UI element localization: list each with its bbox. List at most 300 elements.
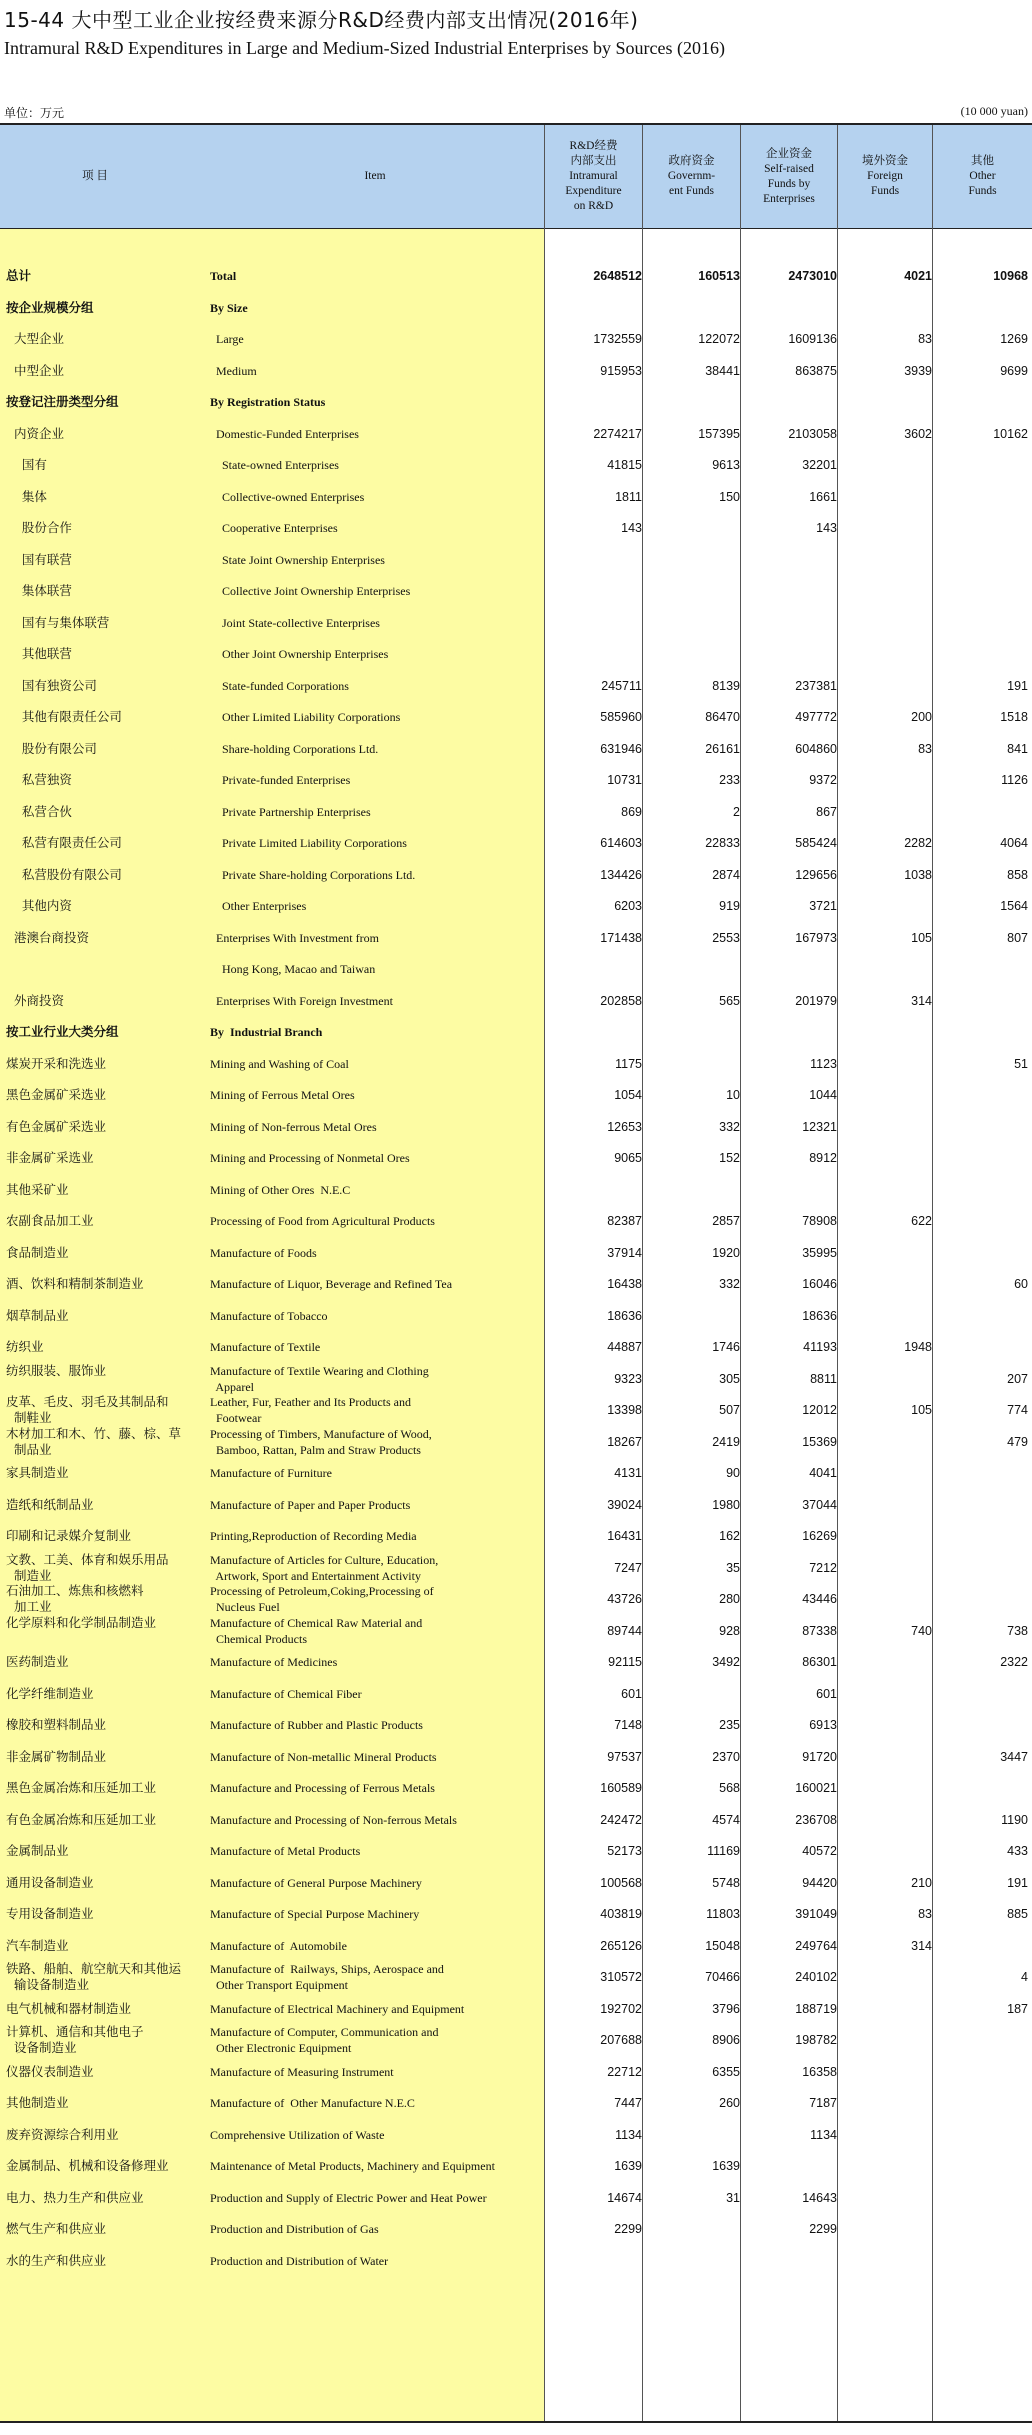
value-cell: 129656 (795, 867, 837, 882)
value-cell: 2419 (712, 1434, 740, 1449)
table-row (0, 363, 1032, 395)
row-label-cn: 专用设备制造业 (6, 1906, 94, 1921)
value-cell: 867 (816, 804, 837, 819)
value-cell: 44887 (607, 1340, 642, 1354)
value-cell: 4021 (904, 269, 932, 283)
row-label-en: Share-holding Corporations Ltd. (210, 741, 379, 756)
value-cell: 16046 (802, 1277, 837, 1291)
row-label-en: Manufacture of Railways, Ships, Aerospace and Other Transport Equipment (210, 1962, 444, 1992)
row-label-en: Processing of Timbers, Manufacture of Wood, Bamboo, Rattan, Palm and Straw Products (210, 1426, 432, 1457)
table-row (0, 2064, 1032, 2096)
value-cell: 601 (621, 1686, 642, 1701)
row-label-cn: 造纸和纸制品业 (6, 1496, 94, 1512)
row-label-cn: 中型企业 (6, 362, 64, 378)
header-line: 境外资金 (862, 155, 908, 167)
value-cell: 1609136 (788, 332, 837, 346)
row-label-en: By Registration Status (210, 395, 326, 409)
row-label-en: Collective-owned Enterprises (210, 489, 365, 504)
value-cell: 4064 (1000, 836, 1028, 850)
value-cell: 249764 (795, 1938, 837, 1953)
value-cell: 6203 (614, 899, 642, 913)
value-cell: 479 (1007, 1434, 1028, 1449)
row-label-cn: 烟草制品业 (6, 1307, 69, 1323)
value-cell: 928 (719, 1623, 740, 1638)
row-label-cn: 汽车制造业 (6, 1937, 69, 1953)
value-cell: 403819 (600, 1907, 642, 1921)
table-row (0, 1056, 1032, 1088)
table-row (0, 1717, 1032, 1749)
row-label-en: Enterprises With Investment from (210, 930, 379, 945)
row-label-en: Production and Distribution of Water (210, 2253, 389, 2268)
row-label-en: Manufacture of Electrical Machinery and Equipment (210, 2001, 465, 2016)
row-label-cn: 电力、热力生产和供应业 (6, 2189, 144, 2205)
value-cell: 2874 (712, 867, 740, 882)
table-row (0, 646, 1032, 678)
value-cell: 157395 (698, 426, 740, 441)
table-row (0, 1363, 1032, 1395)
value-cell: 39024 (607, 1497, 642, 1512)
value-cell: 191 (1007, 678, 1028, 693)
value-cell: 3447 (1000, 1749, 1028, 1764)
value-cell: 198782 (795, 2033, 837, 2047)
value-cell: 90 (726, 1466, 740, 1480)
value-cell: 12012 (802, 1403, 837, 1417)
row-label-en: Manufacture of Textile Wearing and Clothing Apparel (210, 1363, 429, 1394)
row-label-cn: 按工业行业大类分组 (6, 1024, 119, 1039)
value-cell: 40572 (802, 1844, 837, 1858)
row-label-en: Enterprises With Foreign Investment (210, 993, 393, 1008)
row-label-en: Mining of Ferrous Metal Ores (210, 1088, 355, 1102)
row-label-cn: 股份有限公司 (6, 740, 97, 756)
value-cell: 92115 (608, 1655, 642, 1669)
row-label-en: Printing,Reproduction of Recording Media (210, 1529, 417, 1543)
row-label-cn: 港澳台商投资 (6, 929, 89, 945)
value-cell: 105 (911, 1403, 932, 1417)
value-cell: 10968 (993, 269, 1028, 283)
value-cell: 152 (719, 1151, 740, 1165)
value-cell: 97537 (607, 1749, 642, 1764)
header-government-funds (643, 125, 740, 228)
value-cell: 314 (911, 1938, 932, 1953)
value-cell: 18636 (802, 1308, 837, 1323)
table-row (0, 583, 1032, 615)
value-cell: 280 (719, 1592, 740, 1606)
value-cell: 265126 (600, 1938, 642, 1953)
row-label-en: Manufacture of Medicines (210, 1655, 338, 1669)
row-label-cn: 股份合作 (6, 520, 72, 535)
value-cell: 7212 (809, 1560, 837, 1575)
header-line: Other (969, 170, 996, 182)
value-cell: 242472 (600, 1812, 642, 1827)
table-row (0, 1654, 1032, 1686)
row-label-en: State Joint Ownership Enterprises (210, 552, 385, 567)
value-cell: 1175 (615, 1056, 642, 1071)
value-cell: 187 (1007, 2001, 1028, 2016)
table-row (0, 2158, 1032, 2190)
row-label-cn: 非金属矿采选业 (6, 1150, 94, 1165)
value-cell: 18636 (607, 1308, 642, 1323)
value-cell: 16431 (607, 1529, 642, 1543)
header-line: 内部支出 (570, 155, 617, 167)
row-label-en: Manufacture of Computer, Communication and Other Electronic Equipment (210, 2025, 439, 2055)
table-row (0, 772, 1032, 804)
value-cell: 245711 (601, 678, 642, 693)
value-cell: 568 (719, 1781, 740, 1795)
value-cell: 1920 (712, 1245, 740, 1260)
value-cell: 1661 (809, 489, 837, 504)
row-label-en: Manufacture of Other Manufacture N.E.C (210, 2096, 415, 2110)
row-label-en: Mining and Washing of Coal (210, 1056, 349, 1071)
table-row (0, 394, 1032, 426)
value-cell: 2 (733, 804, 740, 819)
value-cell: 604860 (795, 741, 837, 756)
table-row (0, 1843, 1032, 1875)
value-cell: 15048 (705, 1938, 740, 1953)
row-label-cn: 电气机械和器材制造业 (6, 2000, 132, 2016)
value-cell: 2553 (712, 930, 740, 945)
value-cell: 22712 (607, 2064, 642, 2079)
table-row (0, 1906, 1032, 1938)
row-label-en: Private Limited Liability Corporations (210, 836, 407, 850)
value-cell: 2322 (1000, 1655, 1028, 1669)
row-label-cn: 医药制造业 (6, 1654, 69, 1669)
table-row (0, 2127, 1032, 2159)
value-cell: 240102 (795, 1970, 837, 1984)
row-label-cn: 印刷和记录媒介复制业 (6, 1528, 132, 1543)
row-label-cn: 铁路、船舶、航空航天和其他运 输设备制造业 (6, 1961, 182, 1992)
value-cell: 8906 (712, 2033, 740, 2047)
header-rd-expenditure (545, 125, 642, 228)
value-cell: 2299 (809, 2222, 837, 2236)
row-label-en: Manufacture and Processing of Ferrous Metals (210, 1781, 435, 1795)
row-label-en: Manufacture of Liquor, Beverage and Refined Tea (210, 1277, 453, 1291)
value-cell: 614603 (600, 836, 642, 850)
header-rule (0, 228, 1032, 229)
value-cell: 1948 (904, 1340, 932, 1354)
value-cell: 9613 (712, 458, 740, 472)
table-row (0, 552, 1032, 584)
table-row (0, 520, 1032, 552)
value-cell: 7187 (809, 2096, 837, 2110)
value-cell: 6913 (809, 1718, 837, 1732)
value-cell: 32201 (802, 458, 837, 472)
row-label-cn: 有色金属矿采选业 (6, 1118, 107, 1134)
header-line: Foreign (867, 170, 903, 182)
row-label-en: Manufacture of Metal Products (210, 1844, 361, 1858)
value-cell: 207 (1007, 1371, 1028, 1386)
table-row (0, 1182, 1032, 1214)
value-cell: 314 (911, 993, 932, 1008)
table-row (0, 2221, 1032, 2253)
row-label-cn: 金属制品、机械和设备修理业 (6, 2158, 169, 2173)
value-cell: 210 (911, 1875, 932, 1890)
value-cell: 585424 (795, 836, 837, 850)
value-cell: 622 (911, 1214, 932, 1228)
value-cell: 200 (911, 710, 932, 724)
row-label-en: Private Partnership Enterprises (210, 804, 371, 819)
value-cell: 8811 (810, 1371, 837, 1386)
value-cell: 100568 (600, 1875, 642, 1890)
value-cell: 1746 (712, 1340, 740, 1354)
value-cell: 8912 (809, 1151, 837, 1165)
row-label-cn: 纺织服装、服饰业 (6, 1362, 107, 1378)
header-line: R&D经费 (569, 140, 618, 152)
table-row (0, 1583, 1032, 1615)
value-cell: 31 (726, 2190, 740, 2205)
value-cell: 332 (719, 1277, 740, 1291)
value-cell: 310572 (600, 1970, 642, 1984)
value-cell: 1269 (1000, 332, 1028, 346)
value-cell: 91720 (802, 1749, 837, 1764)
table-row (0, 2095, 1032, 2127)
table-row (0, 1150, 1032, 1182)
value-cell: 2282 (904, 836, 932, 850)
value-cell: 37044 (802, 1497, 837, 1512)
row-label-cn: 纺织业 (6, 1339, 44, 1354)
value-cell: 332 (719, 1119, 740, 1134)
row-label-cn: 石油加工、炼焦和核燃料 加工业 (6, 1583, 144, 1614)
row-label-en: By Industrial Branch (210, 1025, 323, 1039)
unit-label-en: (10 000 yuan) (960, 104, 1028, 118)
row-label-en: Production and Distribution of Gas (210, 2222, 379, 2236)
value-cell: 235 (719, 1718, 740, 1732)
value-cell: 3602 (904, 426, 932, 441)
value-cell: 89744 (607, 1623, 642, 1638)
row-label-cn: 橡胶和塑料制品业 (6, 1717, 107, 1732)
value-cell: 86470 (705, 710, 740, 724)
value-cell: 1134 (615, 2127, 642, 2142)
table-row (0, 1087, 1032, 1119)
header-other-funds (933, 125, 1032, 228)
table-row (0, 1465, 1032, 1497)
value-cell: 863875 (795, 363, 837, 378)
row-label-cn: 木材加工和木、竹、藤、棕、草 制品业 (6, 1425, 182, 1457)
header-line: 企业资金 (765, 147, 812, 160)
value-cell: 35995 (802, 1245, 837, 1260)
row-label-en: Collective Joint Ownership Enterprises (210, 584, 411, 598)
value-cell: 60 (1014, 1277, 1028, 1291)
value-cell: 83 (918, 1907, 932, 1921)
table-row (0, 930, 1032, 962)
value-cell: 150 (719, 489, 740, 504)
table-row (0, 961, 1032, 993)
value-cell: 13398 (607, 1403, 642, 1417)
value-cell: 171438 (600, 930, 642, 945)
row-label-en: Private-funded Enterprises (210, 773, 351, 787)
row-label-cn: 黑色金属冶炼和压延加工业 (6, 1780, 157, 1795)
value-cell: 134426 (600, 867, 642, 882)
value-cell: 51 (1014, 1056, 1028, 1071)
row-label-en: Manufacture of Furniture (210, 1466, 332, 1480)
row-label-cn: 其他采矿业 (6, 1181, 69, 1197)
row-label-cn: 集体 (6, 488, 47, 504)
header-line: Self-raised (764, 162, 814, 175)
value-cell: 11803 (706, 1907, 740, 1921)
row-label-cn: 其他制造业 (6, 2095, 69, 2110)
value-cell: 143 (621, 521, 642, 535)
table-row (0, 1552, 1032, 1584)
table-row (0, 457, 1032, 489)
row-label-en: Processing of Petroleum,Coking,Processing of Nucleus Fuel (210, 1584, 434, 1614)
value-cell: 160513 (698, 269, 740, 283)
header-item-en: Item (364, 170, 386, 182)
row-label-en: Other Enterprises (210, 899, 307, 913)
table-row (0, 1686, 1032, 1718)
header-item-cn: 项 目 (82, 170, 108, 182)
table-row (0, 1119, 1032, 1151)
header-line: Funds (968, 185, 997, 197)
row-label-cn: 国有 (6, 457, 47, 472)
bottom-rule (0, 2421, 1032, 2423)
row-label-en: Processing of Food from Agricultural Products (210, 1214, 435, 1228)
value-cell: 14674 (607, 2190, 642, 2205)
value-cell: 237381 (795, 678, 837, 693)
value-cell: 3796 (712, 2001, 740, 2016)
row-label-cn: 其他有限责任公司 (6, 709, 122, 724)
row-label-cn: 化学原料和化学制品制造业 (6, 1614, 157, 1630)
table-row (0, 709, 1032, 741)
row-label-en: Hong Kong, Macao and Taiwan (210, 962, 376, 976)
header-line: ent Funds (668, 185, 715, 197)
table-row (0, 1245, 1032, 1277)
value-cell: 1054 (614, 1088, 642, 1102)
row-label-en: Manufacture of Tobacco (210, 1308, 328, 1323)
row-label-en: Manufacture of Chemical Raw Material and Chemical Products (210, 1615, 423, 1646)
row-label-cn: 燃气生产和供应业 (6, 2221, 107, 2236)
value-cell: 143 (816, 521, 837, 535)
table-row (0, 678, 1032, 710)
value-cell: 915953 (600, 363, 642, 378)
value-cell: 87338 (802, 1623, 837, 1638)
value-cell: 2103058 (788, 426, 837, 441)
value-cell: 38441 (705, 363, 740, 378)
row-label-cn: 化学纤维制造业 (6, 1685, 94, 1701)
row-label-en: Manufacture of Non-metallic Mineral Products (210, 1749, 437, 1764)
table-row (0, 426, 1032, 458)
value-cell: 78908 (802, 1214, 837, 1228)
value-cell: 83 (918, 741, 932, 756)
table-row (0, 804, 1032, 836)
row-label-cn: 皮革、毛皮、羽毛及其制品和 制鞋业 (6, 1394, 169, 1425)
value-cell: 1639 (614, 2159, 642, 2173)
value-cell: 41815 (607, 458, 642, 472)
value-cell: 1639 (712, 2159, 740, 2173)
row-label-en: Comprehensive Utilization of Waste (210, 2127, 385, 2142)
row-label-en: Manufacture of Measuring Instrument (210, 2064, 394, 2079)
row-label-cn: 国有联营 (6, 551, 72, 567)
row-label-en: Private Share-holding Corporations Ltd. (210, 867, 416, 882)
value-cell: 507 (719, 1403, 740, 1417)
row-label-en: Manufacture of Automobile (210, 1938, 347, 1953)
row-label-cn: 文教、工美、体育和娱乐用品 制造业 (6, 1551, 169, 1583)
table-row (0, 1394, 1032, 1426)
table-row (0, 300, 1032, 332)
row-label-en: Manufacture of Chemical Fiber (210, 1686, 362, 1701)
value-cell: 35 (726, 1560, 740, 1575)
value-cell: 3492 (712, 1655, 740, 1669)
value-cell: 70466 (705, 1970, 740, 1984)
row-label-en: By Size (210, 300, 248, 315)
table-row (0, 489, 1032, 521)
value-cell: 858 (1007, 867, 1028, 882)
table-row (0, 1749, 1032, 1781)
value-cell: 1980 (712, 1497, 740, 1512)
row-label-cn: 外商投资 (6, 992, 64, 1008)
value-cell: 43726 (607, 1592, 642, 1606)
row-label-en: Other Limited Liability Corporations (210, 710, 401, 724)
value-cell: 738 (1007, 1623, 1028, 1638)
value-cell: 1564 (1000, 899, 1028, 913)
value-cell: 201979 (795, 993, 837, 1008)
value-cell: 3939 (904, 363, 932, 378)
header-line: Funds by (767, 177, 811, 190)
value-cell: 1134 (810, 2127, 837, 2142)
value-cell: 9372 (809, 773, 837, 787)
value-cell: 869 (621, 804, 642, 819)
row-label-cn: 国有与集体联营 (6, 614, 110, 630)
value-cell: 7447 (614, 2096, 642, 2110)
row-label-cn: 总计 (6, 268, 32, 283)
row-label-cn: 有色金属冶炼和压延加工业 (6, 1811, 157, 1827)
row-label-en: Manufacture of Textile (210, 1340, 321, 1354)
value-cell: 94420 (802, 1875, 837, 1890)
row-label-cn: 农副食品加工业 (6, 1213, 94, 1228)
value-cell: 2857 (712, 1214, 740, 1228)
row-label-en: Mining of Non-ferrous Metal Ores (210, 1119, 377, 1134)
value-cell: 774 (1007, 1403, 1028, 1417)
value-cell: 7247 (614, 1560, 642, 1575)
value-cell: 10731 (607, 773, 642, 787)
row-label-en: Manufacture of Rubber and Plastic Products (210, 1718, 423, 1732)
table-row (0, 2024, 1032, 2056)
value-cell: 188719 (795, 2001, 837, 2016)
value-cell: 14643 (802, 2190, 837, 2205)
row-label-cn: 金属制品业 (6, 1843, 69, 1858)
value-cell: 841 (1007, 741, 1028, 756)
value-cell: 22833 (705, 836, 740, 850)
table-row (0, 1497, 1032, 1529)
row-label-en: Total (210, 269, 237, 283)
value-cell: 585960 (600, 710, 642, 724)
header-line: 政府资金 (668, 155, 715, 167)
value-cell: 2299 (614, 2222, 642, 2236)
value-cell: 4 (1021, 1970, 1028, 1984)
row-label-cn: 私营独资 (6, 772, 72, 787)
header-foreign-funds (838, 125, 932, 228)
row-label-cn: 私营股份有限公司 (6, 866, 122, 882)
value-cell: 82387 (607, 1214, 642, 1228)
row-label-cn: 黑色金属矿采选业 (6, 1087, 107, 1102)
row-label-cn: 按企业规模分组 (6, 299, 94, 315)
table-row (0, 1213, 1032, 1245)
value-cell: 26161 (705, 741, 740, 756)
value-cell: 7148 (614, 1718, 642, 1732)
table-row (0, 268, 1032, 300)
value-cell: 202858 (600, 993, 642, 1008)
table-row (0, 2253, 1032, 2285)
value-cell: 18267 (607, 1434, 642, 1449)
row-label-cn: 通用设备制造业 (6, 1874, 94, 1890)
value-cell: 15369 (802, 1434, 837, 1449)
table-row (0, 1276, 1032, 1308)
table-row (0, 993, 1032, 1025)
value-cell: 192702 (600, 2001, 642, 2016)
table-row (0, 615, 1032, 647)
value-cell: 601 (816, 1686, 837, 1701)
value-cell: 9699 (1000, 363, 1028, 378)
value-cell: 3721 (809, 899, 837, 913)
row-label-en: Mining of Other Ores N.E.C (210, 1182, 351, 1197)
